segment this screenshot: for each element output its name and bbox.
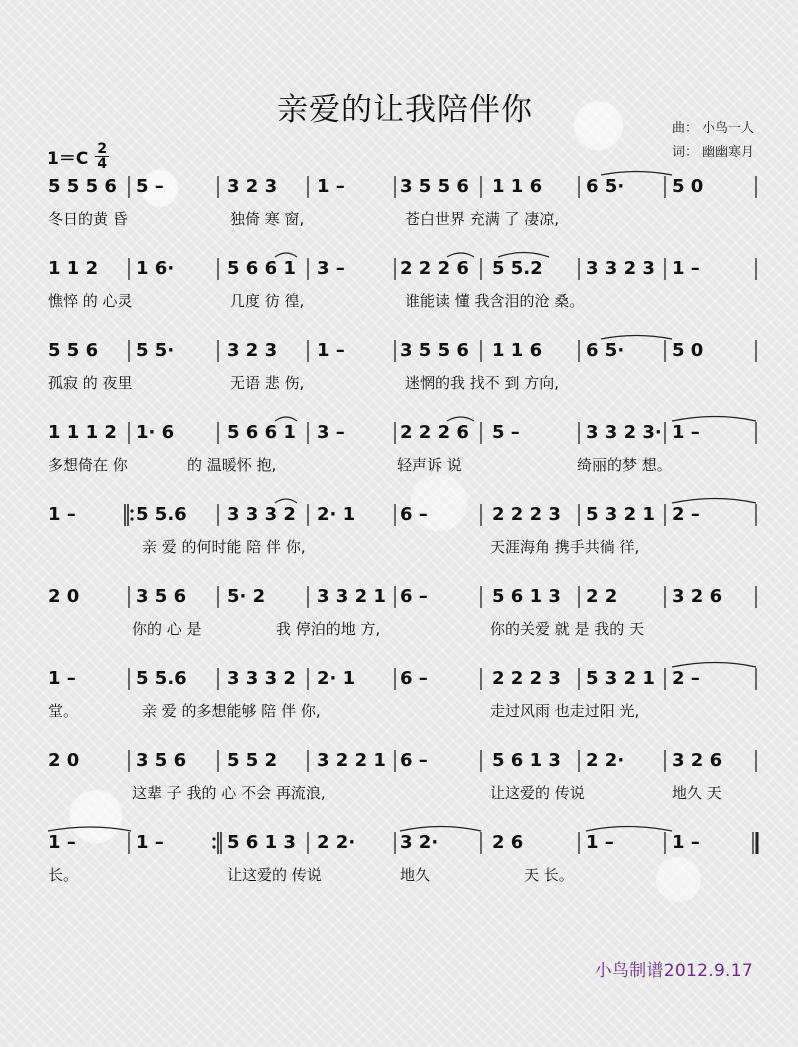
measure-2: 5 5· [136, 340, 175, 361]
song-title: 亲爱的让我陪伴你 [277, 92, 533, 128]
measure-6: 2 2 2 3 [492, 668, 561, 689]
measure-8: 1 – [672, 258, 700, 279]
score-row-1 [46, 176, 760, 242]
measure-7: 6 5· [586, 340, 625, 361]
lyric-phrase-3: 走过风雨 也走过阳 光, [490, 702, 640, 720]
measure-8: 3 2 6 [672, 750, 723, 771]
measure-6: 5 5.2 [492, 258, 543, 279]
score-row-9 [46, 832, 760, 898]
music-credit [614, 117, 754, 141]
lyric-phrase-1: 堂。 [48, 702, 79, 720]
lyric-phrase-2: 的 温暖怀 抱, [187, 456, 277, 474]
measure-2: 1· 6 [136, 422, 175, 443]
measure-2: 5 – [136, 176, 164, 197]
lyrics-line [46, 290, 760, 312]
score-row-5 [46, 504, 760, 570]
measure-1: 1 1 2 [48, 258, 99, 279]
measure-5: 6 – [400, 504, 428, 525]
measure-3: 3 3 3 2 [227, 504, 296, 525]
lyrics-line [46, 208, 760, 230]
measure-6: 5 – [492, 422, 520, 443]
measure-4: 3 – [317, 258, 345, 279]
measure-1: 2 0 [48, 586, 80, 607]
measure-1: 5 5 6 [48, 340, 99, 361]
measure-7: 2 2 [586, 586, 618, 607]
measure-8: 1 – [672, 422, 700, 443]
watermark: 小鸟制谱2012.9.17 [594, 961, 753, 981]
measure-4: 3 2 2 1 [317, 750, 386, 771]
measure-4: 2· 1 [317, 668, 356, 689]
measure-7: 3 3 2 3 [586, 258, 655, 279]
lyric-phrase-2: 让这爱的 传说 [490, 784, 585, 802]
measure-6: 1 1 6 [492, 176, 543, 197]
measure-5: 3 2· [400, 832, 439, 853]
notes-line [46, 504, 760, 526]
measure-5: 3 5 5 6 [400, 340, 469, 361]
measure-4: 3 – [317, 422, 345, 443]
measure-6: 5 6 1 3 [492, 750, 561, 771]
lyric-phrase-2: 我 停泊的地 方, [276, 620, 381, 638]
measure-1: 2 0 [48, 750, 80, 771]
lyric-phrase-4: 绮丽的梦 想。 [577, 456, 672, 474]
lyric-phrase-3: 迷惘的我 找不 到 方向, [405, 374, 560, 392]
measure-7: 5 3 2 1 [586, 504, 655, 525]
lyric-phrase-1: 孤寂 的 夜里 [48, 374, 133, 392]
lyrics-line [46, 782, 760, 804]
measure-5: 6 – [400, 750, 428, 771]
lyric-phrase-1: 你的 心 是 [132, 620, 202, 638]
lyric-phrase-2: 无语 悲 伤, [230, 374, 305, 392]
measure-3: 3 3 3 2 [227, 668, 296, 689]
lyrics-line [46, 618, 760, 640]
measure-1: 1 – [48, 832, 76, 853]
lyric-phrase-2: 几度 彷 徨, [230, 292, 305, 310]
measure-3: 5 6 1 3 [227, 832, 296, 853]
measure-5: 6 – [400, 668, 428, 689]
key-label: 1＝C [47, 149, 89, 169]
notes-line [46, 340, 760, 362]
lyrics-line [46, 864, 760, 886]
measure-5: 3 5 5 6 [400, 176, 469, 197]
measure-3: 3 2 3 [227, 176, 278, 197]
lyric-phrase-1: 长。 [48, 866, 79, 884]
measure-7: 3 3 2 3· [586, 422, 662, 443]
measure-7: 6 5· [586, 176, 625, 197]
score-row-4 [46, 422, 760, 488]
time-signature [95, 142, 109, 171]
measure-1: 1 1 1 2 [48, 422, 117, 443]
notes-line [46, 586, 760, 608]
lyrics-name: 幽幽寒月 [701, 145, 754, 160]
music-label: 曲： [671, 121, 698, 136]
measure-5: 2 2 2 6 [400, 422, 469, 443]
lyric-phrase-2: 亲 爱 的多想能够 陪 伴 你, [142, 702, 321, 720]
measure-4: 2· 1 [317, 504, 356, 525]
key-signature [47, 142, 109, 171]
measure-6: 2 6 [492, 832, 524, 853]
measure-1: 1 – [48, 504, 76, 525]
lyric-phrase-1: 冬日的黄 昏 [48, 210, 128, 228]
measure-4: 1 – [317, 340, 345, 361]
music-name: 小鸟一人 [701, 121, 754, 136]
measure-2: 5 5.6 [136, 504, 187, 525]
measure-3: 3 2 3 [227, 340, 278, 361]
credits-block [614, 117, 754, 165]
measure-2: 1 – [136, 832, 164, 853]
measure-6: 2 2 2 3 [492, 504, 561, 525]
lyric-phrase-1: 憔悴 的 心灵 [48, 292, 133, 310]
measure-1: 1 – [48, 668, 76, 689]
measure-1: 5 5 5 6 [48, 176, 117, 197]
measure-8: 2 – [672, 504, 700, 525]
notes-line [46, 750, 760, 772]
measure-2: 3 5 6 [136, 750, 187, 771]
score-row-3 [46, 340, 760, 406]
measure-7: 5 3 2 1 [586, 668, 655, 689]
lyric-phrase-3: 地久 天 [672, 784, 722, 802]
score-row-2 [46, 258, 760, 324]
lyric-phrase-1: 这辈 子 我的 心 不会 再流浪, [132, 784, 326, 802]
measure-5: 2 2 2 6 [400, 258, 469, 279]
measure-2: 5 5.6 [136, 668, 187, 689]
measure-6: 5 6 1 3 [492, 586, 561, 607]
lyric-phrase-2: 独倚 寒 窗, [230, 210, 305, 228]
lyric-phrase-1: 亲 爱 的何时能 陪 伴 你, [142, 538, 306, 556]
measure-6: 1 1 6 [492, 340, 543, 361]
notes-line [46, 422, 760, 444]
measure-3: 5 6 6 1 [227, 258, 296, 279]
lyric-phrase-4: 天 长。 [524, 866, 574, 884]
lyrics-line [46, 536, 760, 558]
measure-7: 2 2· [586, 750, 625, 771]
measure-4: 1 – [317, 176, 345, 197]
score-row-6 [46, 586, 760, 652]
lyric-phrase-3: 苍白世界 充满 了 凄凉, [405, 210, 560, 228]
measure-8: 5 0 [672, 340, 704, 361]
measure-7: 1 – [586, 832, 614, 853]
lyric-phrase-3: 你的关爱 就 是 我的 天 [490, 620, 645, 638]
lyrics-credit [614, 141, 754, 165]
score-row-7 [46, 668, 760, 734]
measure-8: 2 – [672, 668, 700, 689]
lyrics-line [46, 700, 760, 722]
lyric-phrase-3: 地久 [400, 866, 431, 884]
notes-line [46, 258, 760, 280]
notes-line [46, 668, 760, 690]
time-signature-bottom: 4 [97, 156, 108, 172]
measure-8: 1 – [672, 832, 700, 853]
notes-line [46, 832, 760, 854]
lyrics-label: 词： [671, 145, 698, 160]
lyric-phrase-3: 谁能读 懂 我含泪的沧 桑。 [405, 292, 585, 310]
notes-line [46, 176, 760, 198]
measure-4: 3 3 2 1 [317, 586, 386, 607]
measure-2: 3 5 6 [136, 586, 187, 607]
measure-3: 5· 2 [227, 586, 266, 607]
measure-3: 5 5 2 [227, 750, 278, 771]
measure-3: 5 6 6 1 [227, 422, 296, 443]
lyrics-line [46, 372, 760, 394]
measure-4: 2 2· [317, 832, 356, 853]
lyrics-line [46, 454, 760, 476]
time-signature-top: 2 [97, 141, 108, 157]
score-row-8 [46, 750, 760, 816]
measure-5: 6 – [400, 586, 428, 607]
lyric-phrase-2: 让这爱的 传说 [227, 866, 322, 884]
lyric-phrase-2: 天涯海角 携手共徜 徉, [490, 538, 640, 556]
lyric-phrase-1: 多想倚在 你 [48, 456, 128, 474]
measure-8: 3 2 6 [672, 586, 723, 607]
measure-2: 1 6· [136, 258, 175, 279]
lyric-phrase-3: 轻声诉 说 [397, 456, 462, 474]
measure-8: 5 0 [672, 176, 704, 197]
